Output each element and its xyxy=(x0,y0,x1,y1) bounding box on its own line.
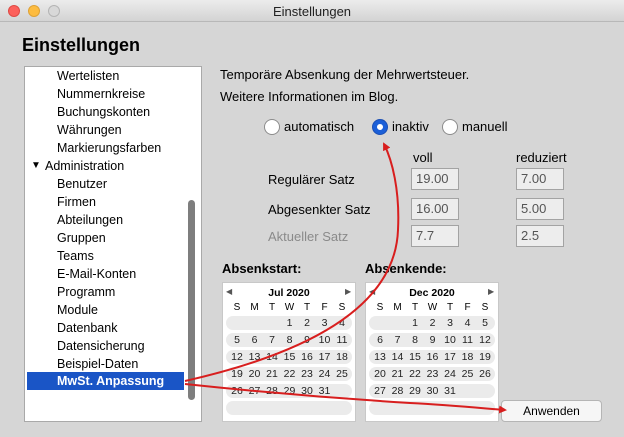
sidebar-item-label: Markierungsfarben xyxy=(57,141,162,155)
radio-circle-icon[interactable] xyxy=(264,119,280,135)
prev-month-icon[interactable]: ◀ xyxy=(369,287,376,296)
calendar-day[interactable]: 8 xyxy=(286,334,293,346)
sidebar-item-teams[interactable] xyxy=(25,247,185,265)
calendar-day[interactable]: 2 xyxy=(429,317,436,329)
weekday-header: T xyxy=(446,302,454,313)
sidebar-item-label: E-Mail-Konten xyxy=(57,267,137,281)
sidebar-item-waehrungen[interactable] xyxy=(25,121,185,139)
calendar-day[interactable]: 24 xyxy=(444,368,456,380)
column-header-voll: voll xyxy=(413,150,433,165)
calendar-day[interactable]: 28 xyxy=(266,385,278,397)
window-title: Einstellungen xyxy=(272,4,352,19)
calendar-day[interactable]: 24 xyxy=(318,368,331,380)
calendar-day[interactable]: 31 xyxy=(444,385,456,397)
sidebar-item-label: Datensicherung xyxy=(57,339,145,353)
calendar-day[interactable]: 30 xyxy=(426,385,439,397)
radio-circle-icon[interactable] xyxy=(442,119,458,135)
calendar-day[interactable]: 14 xyxy=(266,351,278,363)
reduced-rate-full-field[interactable]: 16.00 xyxy=(411,198,459,220)
calendar-day[interactable]: 16 xyxy=(426,351,439,363)
sidebar-item-firmen[interactable] xyxy=(25,193,185,211)
sidebar-item-module[interactable] xyxy=(25,301,185,319)
sidebar-item-label: MwSt. Anpassung xyxy=(57,374,165,388)
calendar-day[interactable]: 10 xyxy=(318,334,331,346)
title-bar xyxy=(0,0,624,22)
calendar-day[interactable]: 6 xyxy=(251,334,258,346)
sidebar-item-datenbank[interactable] xyxy=(25,319,185,337)
calendar-month: Jul 2020 xyxy=(268,287,310,299)
calendar-day[interactable]: 5 xyxy=(234,334,240,346)
weekday-header: W xyxy=(284,302,295,313)
sidebar-item-label: Währungen xyxy=(57,123,122,137)
sidebar-item-abteilungen[interactable] xyxy=(25,211,185,229)
weekday-header: F xyxy=(464,302,471,313)
sidebar-item-label: Nummernkreise xyxy=(57,87,146,101)
sidebar-item-datensicherung[interactable] xyxy=(25,337,185,355)
sidebar-group-administration[interactable] xyxy=(25,157,185,175)
prev-month-icon[interactable]: ◀ xyxy=(226,287,233,296)
radio-label: inaktiv xyxy=(392,119,429,134)
weekday-header: T xyxy=(268,302,276,313)
weekday-header: S xyxy=(376,302,384,313)
rate-label-aktuell: Aktueller Satz xyxy=(268,229,349,244)
page-title: Einstellungen xyxy=(22,35,141,55)
sidebar-item-buchungskonten[interactable] xyxy=(25,103,185,121)
radio-label: manuell xyxy=(462,119,508,134)
calendar-day[interactable]: 18 xyxy=(461,351,474,363)
calendar-day[interactable]: 27 xyxy=(374,385,386,397)
blog-info-text: Weitere Informationen im Blog. xyxy=(220,89,399,104)
weekday-header: S xyxy=(233,302,241,313)
calendar-day[interactable]: 23 xyxy=(301,368,313,380)
sidebar-item-label: Datenbank xyxy=(57,321,118,335)
sidebar-item-benutzer[interactable] xyxy=(25,175,185,193)
calendar-day[interactable]: 3 xyxy=(321,317,328,329)
end-date-calendar[interactable] xyxy=(365,282,499,422)
sidebar-scrollbar[interactable] xyxy=(188,200,195,400)
weekday-header: S xyxy=(481,302,489,313)
calendar-day[interactable]: 28 xyxy=(391,385,404,397)
next-month-icon[interactable]: ▶ xyxy=(488,287,495,296)
rate-label-regulaer: Regulärer Satz xyxy=(268,172,355,187)
sidebar-item-label: Beispiel-Daten xyxy=(57,357,139,371)
sidebar-group-label: Administration xyxy=(45,159,125,173)
sidebar-item-gruppen[interactable] xyxy=(25,229,185,247)
calendar-day[interactable]: 4 xyxy=(339,317,345,329)
calendar-day[interactable]: 1 xyxy=(412,317,418,329)
calendar-day[interactable]: 13 xyxy=(374,351,386,363)
sidebar-item-label: Programm xyxy=(57,285,116,299)
sidebar-item-wertelisten[interactable] xyxy=(25,67,185,85)
calendar-month: Dec 2020 xyxy=(409,287,455,299)
calendar-day[interactable]: 27 xyxy=(248,385,261,397)
calendar-day[interactable]: 29 xyxy=(409,385,421,397)
calendar-day[interactable]: 11 xyxy=(336,334,348,346)
calendar-day[interactable]: 16 xyxy=(301,351,313,363)
calendar-day[interactable]: 20 xyxy=(248,368,261,380)
disclosure-triangle-icon[interactable]: ▼ xyxy=(31,160,41,171)
calendar-day[interactable]: 8 xyxy=(412,334,418,346)
sidebar-item-label: Wertelisten xyxy=(57,69,120,83)
calendar-day[interactable]: 9 xyxy=(429,334,436,346)
sidebar-item-label: Benutzer xyxy=(57,177,108,191)
sidebar-item-label: Abteilungen xyxy=(57,213,124,227)
calendar-day[interactable]: 6 xyxy=(377,334,383,346)
start-date-label: Absenkstart: xyxy=(222,261,302,276)
regular-rate-reduced-field[interactable]: 7.00 xyxy=(516,168,564,190)
regular-rate-full-field[interactable]: 19.00 xyxy=(411,168,459,190)
sidebar-item-programm[interactable] xyxy=(25,283,185,301)
sidebar-item-label: Firmen xyxy=(57,195,96,209)
calendar-day[interactable]: 13 xyxy=(248,351,261,363)
sidebar-item-label: Module xyxy=(57,303,98,317)
sidebar-item-label: Buchungskonten xyxy=(57,105,151,119)
next-month-icon[interactable]: ▶ xyxy=(345,287,352,296)
calendar-day[interactable]: 3 xyxy=(447,317,453,329)
weekday-header: W xyxy=(427,302,438,313)
calendar-week-row xyxy=(369,401,495,415)
info-text: Temporäre Absenkung der Mehrwertsteuer. xyxy=(220,67,470,82)
weekday-header: T xyxy=(303,302,311,313)
weekday-header: F xyxy=(321,302,328,313)
calendar-day[interactable]: 23 xyxy=(426,368,439,380)
calendar-day[interactable]: 22 xyxy=(409,368,421,380)
calendar-day[interactable]: 2 xyxy=(304,317,310,329)
calendar-day[interactable]: 30 xyxy=(301,385,313,397)
weekday-header: M xyxy=(393,302,402,313)
calendar-day[interactable]: 17 xyxy=(318,351,331,363)
calendar-day[interactable]: 5 xyxy=(482,317,488,329)
start-date-calendar[interactable] xyxy=(222,282,356,422)
calendar-day[interactable]: 14 xyxy=(391,351,404,363)
sidebar-item-beispiel-daten[interactable] xyxy=(25,355,185,373)
calendar-day[interactable]: 12 xyxy=(479,334,491,346)
calendar-day[interactable]: 9 xyxy=(304,334,310,346)
column-header-reduziert: reduziert xyxy=(516,150,567,165)
weekday-header: M xyxy=(250,302,259,313)
calendar-day[interactable]: 19 xyxy=(231,368,243,380)
sidebar-item-mwst-anpassung[interactable] xyxy=(27,372,184,390)
sidebar-item-label: Teams xyxy=(57,249,94,263)
sidebar-item-nummernkreise[interactable] xyxy=(25,85,185,103)
sidebar-item-markierungsfarben[interactable] xyxy=(25,139,185,157)
calendar-day[interactable]: 4 xyxy=(464,317,471,329)
current-rate-reduced-field: 2.5 xyxy=(516,225,564,247)
calendar-day[interactable]: 21 xyxy=(266,368,278,380)
calendar-day[interactable]: 7 xyxy=(269,334,275,346)
calendar-day[interactable]: 18 xyxy=(336,351,348,363)
sidebar-item-email-konten[interactable] xyxy=(25,265,185,283)
calendar-day[interactable]: 25 xyxy=(336,368,348,380)
calendar-day[interactable]: 26 xyxy=(479,368,491,380)
calendar-day[interactable]: 1 xyxy=(286,317,293,329)
reduced-rate-reduced-field[interactable]: 5.00 xyxy=(516,198,564,220)
calendar-day[interactable]: 12 xyxy=(231,351,243,363)
calendar-day[interactable]: 29 xyxy=(283,385,296,397)
calendar-day[interactable]: 11 xyxy=(462,334,473,346)
calendar-day[interactable]: 25 xyxy=(461,368,474,380)
calendar-day[interactable]: 20 xyxy=(374,368,386,380)
calendar-day[interactable]: 15 xyxy=(409,351,421,363)
calendar-day[interactable]: 22 xyxy=(283,368,296,380)
radio-selected-icon[interactable] xyxy=(372,119,388,135)
settings-sidebar[interactable] xyxy=(24,66,202,422)
calendar-day[interactable]: 7 xyxy=(394,334,401,346)
weekday-header: T xyxy=(411,302,419,313)
calendar-day[interactable]: 10 xyxy=(444,334,456,346)
rate-label-abgesenkt: Abgesenkter Satz xyxy=(268,202,371,217)
end-date-label: Absenkende: xyxy=(365,261,447,276)
calendar-day[interactable]: 21 xyxy=(391,368,404,380)
calendar-day[interactable]: 17 xyxy=(444,351,456,363)
calendar-day[interactable]: 26 xyxy=(231,385,243,397)
calendar-week-row xyxy=(226,401,352,415)
calendar-day[interactable]: 19 xyxy=(479,351,491,363)
calendar-day[interactable]: 15 xyxy=(283,351,296,363)
calendar-day[interactable]: 31 xyxy=(318,385,331,397)
apply-button[interactable]: Anwenden xyxy=(501,400,602,422)
weekday-header: S xyxy=(338,302,346,313)
radio-label: automatisch xyxy=(284,119,355,134)
current-rate-full-field: 7.7 xyxy=(411,225,459,247)
sidebar-item-label: Gruppen xyxy=(57,231,106,245)
